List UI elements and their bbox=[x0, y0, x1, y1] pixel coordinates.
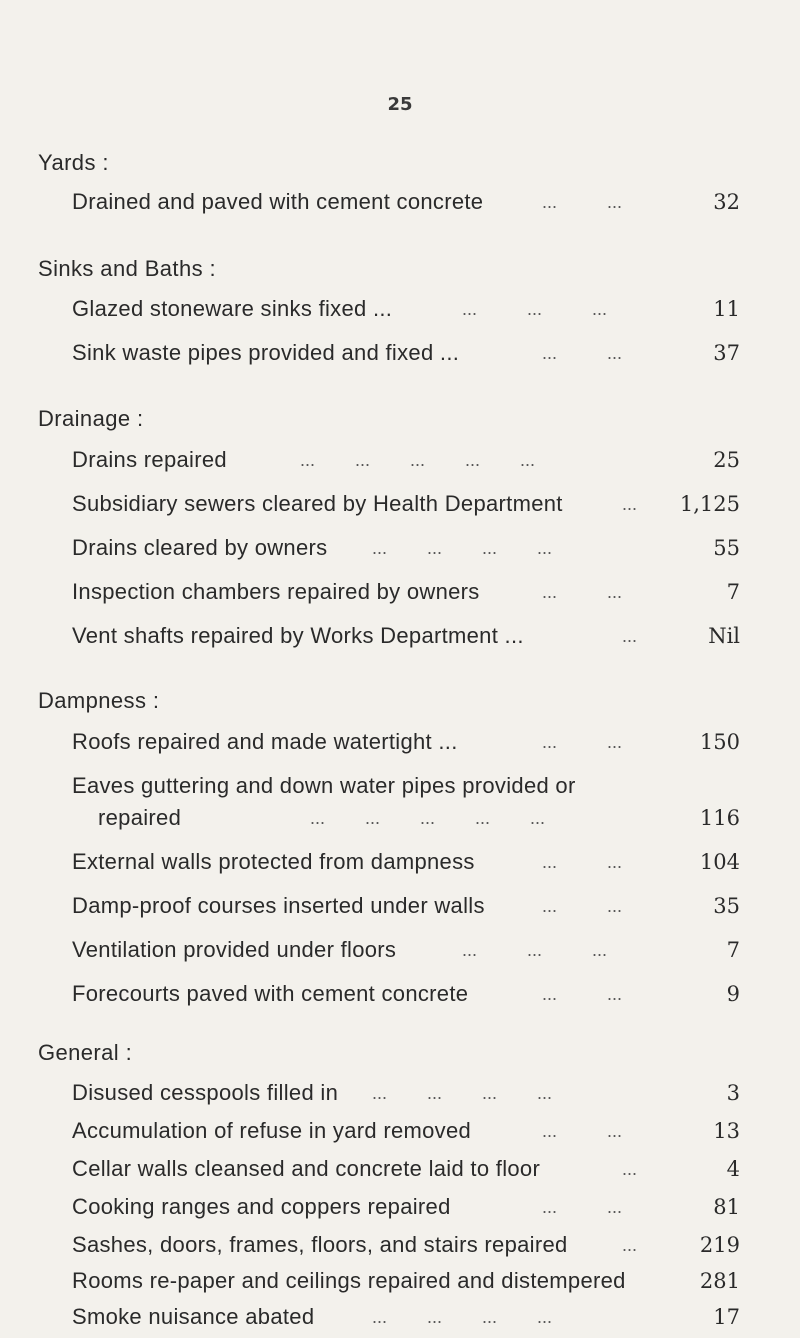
leader-dots: ... ... bbox=[542, 896, 623, 916]
item-label: Sashes, doors, frames, floors, and stairs repaired bbox=[72, 1232, 568, 1257]
list-item bbox=[72, 533, 740, 563]
item-value: 13 bbox=[713, 1119, 740, 1143]
list-item bbox=[72, 445, 740, 475]
item-label-continuation: repaired bbox=[98, 805, 182, 830]
item-label: Cooking ranges and coppers repaired bbox=[72, 1194, 451, 1219]
list-item bbox=[72, 1266, 740, 1296]
item-label: Disused cesspools filled in bbox=[72, 1080, 339, 1105]
item-value: 281 bbox=[699, 1269, 740, 1293]
leader-dots: ... ... ... ... ... bbox=[300, 450, 536, 470]
leader-dots: ... ... ... ... bbox=[372, 1307, 553, 1327]
item-value: 4 bbox=[726, 1157, 740, 1181]
item-label: Glazed stoneware sinks fixed ... bbox=[72, 296, 393, 321]
item-label: Rooms re-paper and ceilings repaired and distempered bbox=[72, 1268, 626, 1293]
item-value: 104 bbox=[699, 850, 740, 874]
list-item bbox=[72, 935, 740, 965]
item-label: Eaves guttering and down water pipes provided or bbox=[72, 773, 576, 798]
item-value: Nil bbox=[708, 624, 740, 648]
item-label: Ventilation provided under floors bbox=[72, 937, 397, 962]
list-item bbox=[72, 771, 740, 833]
item-label: Smoke nuisance abated bbox=[72, 1304, 315, 1329]
leader-dots: ... ... bbox=[542, 984, 623, 1004]
page-number: 25 bbox=[387, 94, 413, 115]
leader-dots: ... bbox=[622, 494, 638, 514]
leader-dots: ... ... bbox=[542, 852, 623, 872]
item-value: 55 bbox=[713, 536, 740, 560]
list-item bbox=[72, 489, 740, 519]
list-item bbox=[72, 187, 740, 217]
list-item bbox=[72, 621, 740, 651]
leader-dots: ... ... ... ... bbox=[372, 1083, 553, 1103]
item-value: 150 bbox=[699, 730, 740, 754]
item-value: 9 bbox=[726, 982, 740, 1006]
item-value: 11 bbox=[713, 297, 740, 321]
leader-dots: ... ... ... ... bbox=[372, 538, 553, 558]
list-item bbox=[72, 891, 740, 921]
item-label: Drained and paved with cement concrete bbox=[72, 189, 484, 214]
item-label: Roofs repaired and made watertight ... bbox=[72, 729, 458, 754]
list-item bbox=[72, 338, 740, 368]
section-heading-dampness: Dampness : bbox=[38, 688, 160, 713]
item-label: Sink waste pipes provided and fixed ... bbox=[72, 340, 460, 365]
item-label: Forecourts paved with cement concrete bbox=[72, 981, 469, 1006]
section-heading-sinks-and-baths: Sinks and Baths : bbox=[38, 256, 217, 281]
item-label: Cellar walls cleansed and concrete laid to floor bbox=[72, 1156, 541, 1181]
item-label: Drains repaired bbox=[72, 447, 227, 472]
item-value: 116 bbox=[699, 806, 740, 830]
item-value: 37 bbox=[713, 341, 740, 365]
item-label: Accumulation of refuse in yard removed bbox=[72, 1118, 472, 1143]
item-label: Vent shafts repaired by Works Department ... bbox=[72, 623, 524, 648]
leader-dots: ... ... ... bbox=[462, 940, 608, 960]
leader-dots: ... ... bbox=[542, 582, 623, 602]
leader-dots: ... ... bbox=[542, 732, 623, 752]
item-label: Drains cleared by owners bbox=[72, 535, 328, 560]
item-value: 3 bbox=[726, 1081, 740, 1105]
list-item bbox=[72, 979, 740, 1009]
section-heading-drainage: Drainage : bbox=[38, 406, 144, 431]
list-item bbox=[72, 727, 740, 757]
item-label: Inspection chambers repaired by owners bbox=[72, 579, 480, 604]
list-item bbox=[72, 1230, 740, 1260]
list-item bbox=[72, 1116, 740, 1146]
leader-dots: ... ... ... ... ... bbox=[310, 808, 546, 828]
item-value: 1,125 bbox=[679, 492, 740, 516]
list-item bbox=[72, 1302, 740, 1332]
section-heading-yards: Yards : bbox=[38, 150, 109, 175]
item-label: Damp-proof courses inserted under walls bbox=[72, 893, 485, 918]
section-heading-general: General : bbox=[38, 1040, 133, 1065]
leader-dots: ... ... bbox=[542, 1121, 623, 1141]
item-label: Subsidiary sewers cleared by Health Department bbox=[72, 491, 563, 516]
list-item bbox=[72, 847, 740, 877]
list-item bbox=[72, 294, 740, 324]
item-value: 35 bbox=[713, 894, 740, 918]
leader-dots: ... ... ... bbox=[462, 299, 608, 319]
leader-dots: ... ... bbox=[542, 1197, 623, 1217]
item-value: 7 bbox=[726, 580, 740, 604]
item-value: 219 bbox=[699, 1233, 740, 1257]
list-item bbox=[72, 1078, 740, 1108]
leader-dots: ... bbox=[622, 1235, 638, 1255]
list-item bbox=[72, 1192, 740, 1222]
list-item bbox=[72, 577, 740, 607]
item-value: 32 bbox=[713, 190, 740, 214]
leader-dots: ... bbox=[622, 626, 638, 646]
item-value: 81 bbox=[713, 1195, 740, 1219]
list-item bbox=[72, 1154, 740, 1184]
leader-dots: ... ... bbox=[542, 343, 623, 363]
item-value: 25 bbox=[713, 448, 740, 472]
item-value: 7 bbox=[726, 938, 740, 962]
item-label: External walls protected from dampness bbox=[72, 849, 475, 874]
leader-dots: ... bbox=[622, 1159, 638, 1179]
leader-dots: ... ... bbox=[542, 192, 623, 212]
item-value: 17 bbox=[713, 1305, 740, 1329]
